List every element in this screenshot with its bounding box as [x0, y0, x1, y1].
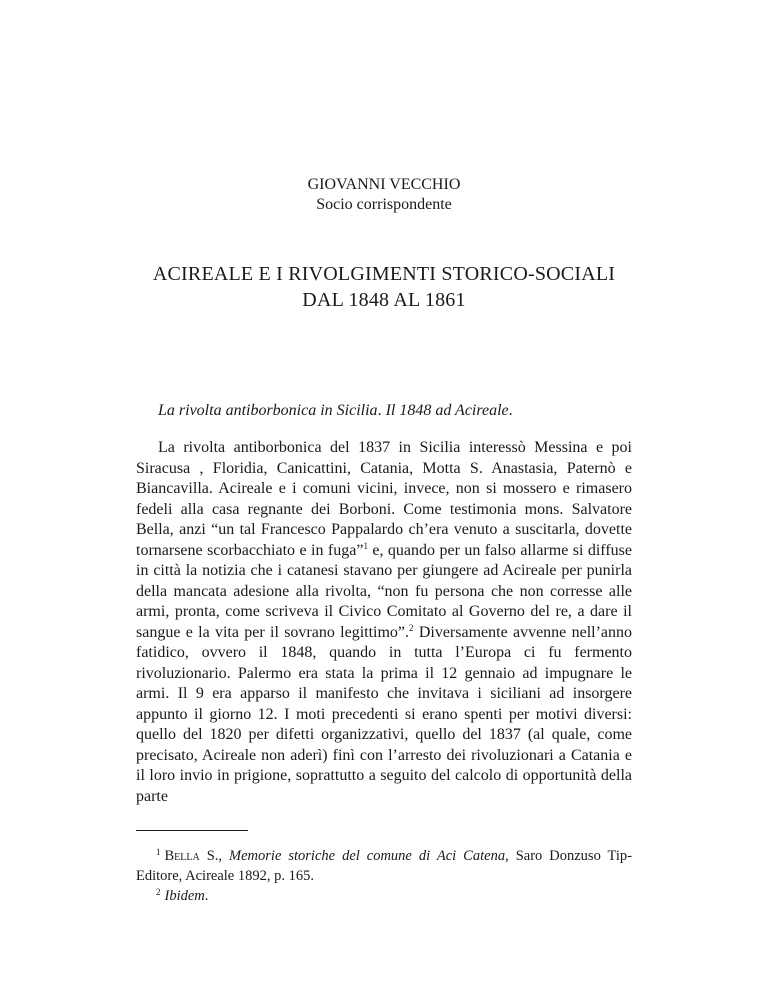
body-text-part-1: La rivolta antiborbonica del 1837 in Sicilia interessò Messina e poi Siracusa , Floridia, Canicattini, Catania, Motta S. Anastasia, Paternò e Biancavilla. Acireale e i comuni vicini, invece, non si mossero e rimasero fedeli alla casa regnante dei Borboni. Come testimonia mons. Salvatore Bella, anzi “un tal Francesco Pappalardo ch’era venuto a suscitarla, dovette tornarsene scorbacchiato e in fuga”: [136, 439, 632, 559]
footnote-2-rest: .: [204, 888, 209, 904]
footnote-2-number: 2: [156, 887, 161, 897]
footnote-1-work: Memorie storiche del comune di Aci Catena: [229, 848, 506, 864]
section-heading-end: .: [508, 402, 513, 419]
title-line-1: ACIREALE E I RIVOLGIMENTI STORICO-SOCIALI: [152, 263, 616, 285]
section-heading: [158, 401, 513, 421]
title-line-2: DAL 1848 AL 1861: [302, 289, 466, 311]
author-name: GIOVANNI VECCHIO: [307, 176, 461, 193]
section-heading-part-2: Il 1848 ad Acireale: [385, 402, 509, 419]
author-role: Socio corrispondente: [316, 196, 452, 213]
body-text-part-3: Diversamente avvenne nell’anno fatidico, ovvero il 1848, quando in tutta l’Europa ci fu fermento rivoluzionario. Palermo era stata la prima il 12 gennaio ad impugnare le armi. Il 9 era apparso il manifesto che invitava i siciliani ad insorgere appunto il giorno 12. I moti precedenti si erano spenti per motivi diversi: quello del 1820 per difetti organizzativi, quello del 1837 (al quale, come precisato, Acireale non aderì) finì con l’arresto dei rivoluzionari a Catania e il loro invio in prigione, soprattutto a seguito del calcolo di opportunità della parte: [136, 623, 633, 805]
footnote-1-rest: , Saro Donzuso Tip-Editore, Acireale 1892, p. 165.: [136, 848, 632, 884]
footnote-1-number: 1: [156, 847, 161, 857]
author-block: [0, 175, 768, 215]
footnote-ref-2: 2: [409, 622, 414, 633]
body-text-part-2: e, quando per un falso allarme si diffuse in città la notizia che i catanesi stavano per giungere ad Acireale per punirla della mancata adesione alla rivolta, “non fu persona che non corresse alle armi, pronta, come scriveva il Civico Comitato al Governo del re, a dare il sangue e la vita per il sovrano legittimo”.: [136, 541, 632, 641]
section-heading-part-1: La rivolta antiborbonica in Sicilia: [158, 402, 378, 419]
footnote-separator: [136, 830, 248, 831]
footnote-2: [136, 882, 632, 906]
footnote-ref-1: 1: [363, 540, 368, 551]
footnote-1-author: Bella: [164, 848, 200, 864]
footnote-1-initial: S.,: [199, 848, 230, 864]
body-paragraph: [136, 438, 632, 807]
article-title: [100, 261, 668, 313]
section-heading-separator: .: [377, 402, 386, 419]
footnote-2-work: Ibidem: [164, 888, 205, 904]
footnote-1: [136, 842, 632, 886]
